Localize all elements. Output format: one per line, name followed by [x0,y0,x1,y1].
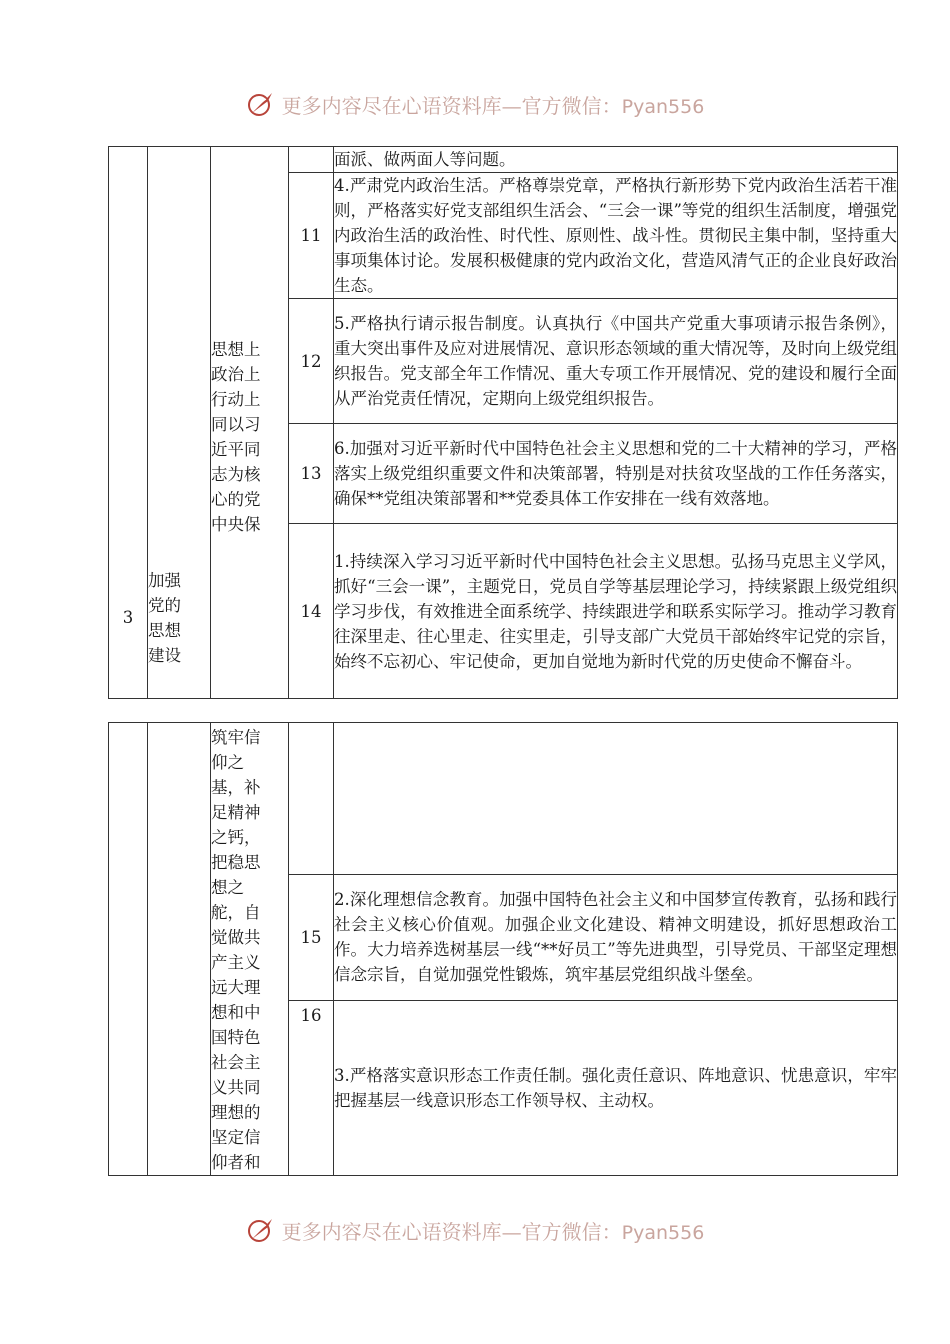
subtitle-cell: 思想上政治上行动上同以习近平同志为核心的党中央保 [211,147,289,699]
plan-table-part2 [108,722,898,1176]
plan-table-part1 [108,146,898,699]
row-number: 15 [289,874,334,1000]
category-number-cell: 3 [109,147,148,699]
category-name-cell: 加强党的思想建设 [148,147,211,699]
footer-watermark [0,1210,950,1250]
watermark-text: 更多内容尽在心语资料库—官方微信：Pyan556 [281,1219,705,1244]
row-number: 16 [289,1001,334,1176]
row-content: 3.严格落实意识形态工作责任制。强化责任意识、阵地意识、忧患意识，牢牢把握基层一线意识形态工作领导权、主动权。 [334,1001,898,1176]
row-number [289,723,334,875]
row-content: 4.严肃党内政治生活。严格尊崇党章，严格执行新形势下党内政治生活若干准则，严格落实好党支部组织生活会、“三会一课”等党的组织生活制度，增强党内政治生活的政治性、时代性、原则性、战斗性。贯彻民主集中制，坚持重大事项集体讨论。发展积极健康的党内政治文化，营造风清气正的企业良好政治生态。 [334,173,898,299]
row-content [334,723,898,875]
row-content: 6.加强对习近平新时代中国特色社会主义思想和党的二十大精神的学习，严格落实上级党组织重要文件和决策部署，特别是对扶贫攻坚战的工作任务落实，确保**党组决策部署和**党委具体工作安排在一线有效落地。 [334,424,898,524]
row-number [289,147,334,173]
subtitle-cell: 筑牢信仰之基，补足精神之钙，把稳思想之舵，自觉做共产主义远大理想和中国特色社会主义共同理想的坚定信仰者和 [211,723,289,1176]
category-number-cell-empty [109,723,148,1176]
category-name-cell-empty [148,723,211,1176]
row-content: 2.深化理想信念教育。加强中国特色社会主义和中国梦宣传教育，弘扬和践行社会主义核心价值观。加强企业文化建设、精神文明建设，抓好思想政治工作。大力培养选树基层一线“**好员工”等先进典型，引导党员、干部坚定理想信念宗旨，自觉加强党性锻炼，筑牢基层党组织战斗堡垒。 [334,874,898,1000]
quill-logo-icon [246,1215,276,1245]
watermark-handle: Pyan556 [621,1221,705,1244]
quill-logo-icon [246,89,276,119]
watermark-text: 更多内容尽在心语资料库—官方微信：Pyan556 [281,93,705,118]
row-content: 面派、做两面人等问题。 [334,147,898,173]
row-number: 12 [289,299,334,424]
watermark-handle: Pyan556 [621,95,705,118]
row-number: 13 [289,424,334,524]
row-number: 14 [289,524,334,699]
header-watermark [0,84,950,124]
row-content: 5.严格执行请示报告制度。认真执行《中国共产党重大事项请示报告条例》，重大突出事件及应对进展情况、意识形态领域的重大情况等，及时向上级党组织报告。党支部全年工作情况、重大专项工作开展情况、党的建设和履行全面从严治党责任情况，定期向上级党组织报告。 [334,299,898,424]
row-number: 11 [289,173,334,299]
row-content: 1.持续深入学习习近平新时代中国特色社会主义思想。弘扬马克思主义学风，抓好“三会一课”，主题党日，党员自学等基层理论学习，持续紧跟上级党组织学习步伐，有效推进全面系统学、持续跟进学和联系实际学习。推动学习教育往深里走、往心里走、往实里走，引导支部广大党员干部始终牢记党的宗旨，始终不忘初心、牢记使命，更加自觉地为新时代党的历史使命不懈奋斗。 [334,524,898,699]
